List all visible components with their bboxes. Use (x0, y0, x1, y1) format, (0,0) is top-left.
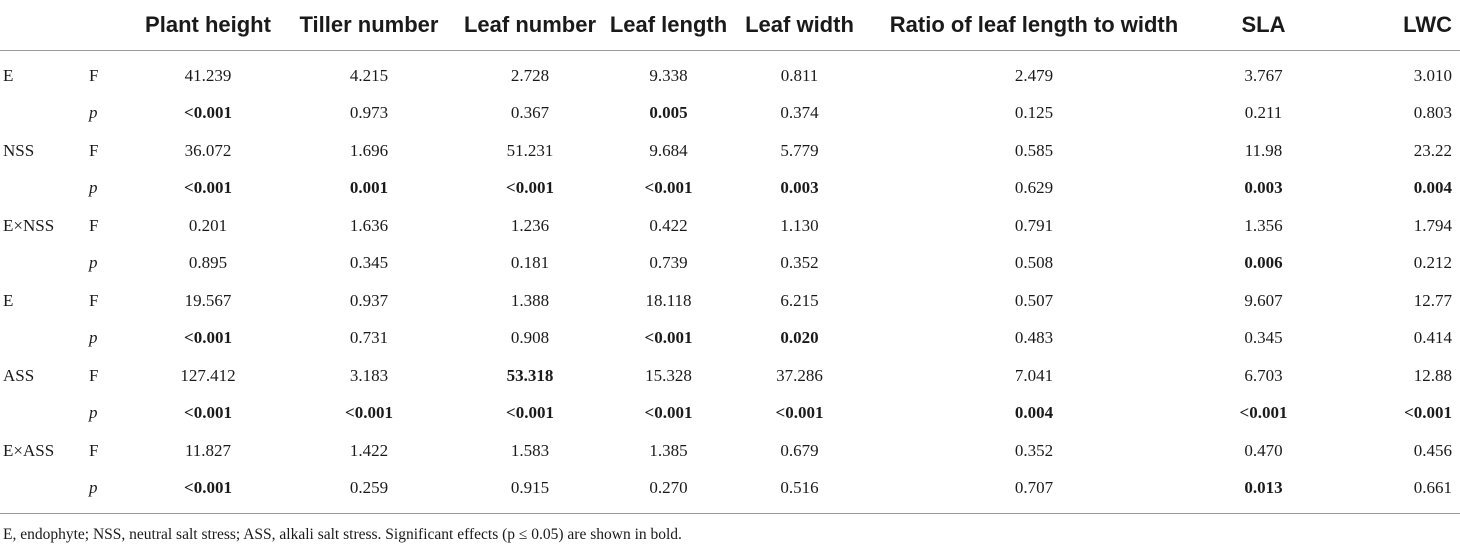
value-cell-sla: 11.98 (1244, 140, 1283, 160)
value-cell-leaf-number: <0.001 (506, 403, 554, 423)
value-cell-leaf-width: 5.779 (780, 140, 819, 160)
stat-cell: p (89, 178, 98, 198)
value-cell-tiller-number: 3.183 (349, 365, 389, 385)
value-cell-sla: 0.013 (1244, 478, 1283, 498)
table-footnote: E, endophyte; NSS, neutral salt stress; ASS, alkali salt stress. Significant effects (p ≤ 0.05) are shown in bold. (3, 526, 682, 543)
effect-cell (0, 95, 83, 133)
value-cell-ratio: 0.004 (1014, 403, 1054, 423)
value-cell-sla: 6.703 (1244, 365, 1283, 385)
value-cell-tiller-number: 0.973 (349, 103, 389, 123)
value-cell-ratio: 0.508 (1014, 253, 1054, 273)
header-lwc: LWC (1403, 12, 1452, 37)
value-cell-lwc: 1.794 (1413, 215, 1452, 235)
value-cell-leaf-width: 37.286 (776, 365, 823, 385)
header-sla: SLA (1241, 12, 1286, 37)
stat-cell: F (89, 65, 99, 85)
table-row (0, 470, 1460, 508)
value-cell-lwc: 3.010 (1413, 65, 1452, 85)
value-cell-leaf-number: 1.583 (510, 440, 550, 460)
value-cell-tiller-number: 0.001 (349, 178, 389, 198)
value-cell-leaf-length: 0.005 (649, 103, 688, 123)
value-cell-lwc: 23.22 (1413, 140, 1452, 160)
value-cell-leaf-length: 1.385 (649, 440, 688, 460)
value-cell-sla: 3.767 (1244, 65, 1283, 85)
header-leaf-length: Leaf length (609, 12, 728, 37)
value-cell-leaf-number: 51.231 (506, 140, 554, 160)
value-cell-leaf-length: 9.684 (649, 140, 688, 160)
effect-cell (0, 245, 83, 283)
value-cell-ratio: 0.585 (1014, 140, 1054, 160)
value-cell-leaf-width: 0.374 (780, 103, 819, 123)
value-cell-tiller-number: 1.696 (349, 140, 389, 160)
header-stat (83, 0, 133, 51)
value-cell-tiller-number: 0.259 (349, 478, 389, 498)
value-cell-leaf-length: <0.001 (644, 178, 693, 198)
value-cell-sla: 0.470 (1244, 440, 1283, 460)
stat-cell: F (89, 290, 99, 310)
value-cell-lwc: 0.414 (1413, 328, 1452, 348)
value-cell-leaf-length: 9.338 (649, 65, 688, 85)
value-cell-leaf-number: 53.318 (506, 365, 554, 385)
value-cell-leaf-width: 0.020 (780, 328, 819, 348)
value-cell-ratio: 7.041 (1014, 365, 1054, 385)
value-cell-lwc: 12.77 (1413, 290, 1452, 310)
value-cell-leaf-width: 1.130 (780, 215, 819, 235)
value-cell-ratio: 0.507 (1014, 290, 1054, 310)
effect-cell (0, 170, 83, 208)
value-cell-plant-height: 36.072 (184, 140, 232, 160)
value-cell-leaf-number: 0.367 (510, 103, 550, 123)
value-cell-lwc: 0.456 (1413, 440, 1452, 460)
value-cell-sla: 9.607 (1244, 290, 1283, 310)
value-cell-ratio: 0.791 (1014, 215, 1054, 235)
table-row (0, 170, 1460, 208)
value-cell-ratio: 2.479 (1014, 65, 1054, 85)
table-row (0, 245, 1460, 283)
value-cell-sla: 0.003 (1244, 178, 1283, 198)
value-cell-tiller-number: 0.731 (349, 328, 389, 348)
table-row (0, 51, 1460, 95)
value-cell-leaf-width: 6.215 (780, 290, 819, 310)
value-cell-leaf-number: 1.236 (510, 215, 550, 235)
value-cell-ratio: 0.352 (1014, 440, 1054, 460)
header-tiller-number: Tiller number (299, 12, 439, 37)
value-cell-leaf-width: 0.352 (780, 253, 819, 273)
value-cell-leaf-length: <0.001 (644, 328, 693, 348)
value-cell-ratio: 0.125 (1014, 103, 1054, 123)
effect-cell: NSS (3, 140, 35, 160)
stat-cell: p (89, 253, 98, 273)
value-cell-ratio: 0.629 (1014, 178, 1054, 198)
table-row (0, 320, 1460, 358)
value-cell-ratio: 0.707 (1014, 478, 1054, 498)
table-row (0, 95, 1460, 133)
value-cell-lwc: 0.004 (1413, 178, 1452, 198)
value-cell-lwc: 0.212 (1413, 253, 1452, 273)
value-cell-leaf-number: 0.181 (510, 253, 550, 273)
table-row (0, 432, 1460, 470)
value-cell-leaf-number: 0.908 (510, 328, 550, 348)
table-row (0, 357, 1460, 395)
header-ratio-length-width: Ratio of leaf length to width (889, 12, 1179, 37)
table-bottom-rule (0, 513, 1460, 514)
value-cell-leaf-length: <0.001 (644, 403, 693, 423)
value-cell-leaf-width: <0.001 (775, 403, 824, 423)
value-cell-sla: 0.211 (1244, 103, 1283, 123)
header-plant-height: Plant height (145, 12, 271, 37)
value-cell-tiller-number: <0.001 (345, 403, 393, 423)
table-body (0, 51, 1460, 508)
value-cell-sla: 0.006 (1244, 253, 1283, 273)
header-effect (0, 0, 83, 51)
value-cell-tiller-number: 4.215 (349, 65, 389, 85)
value-cell-sla: <0.001 (1239, 403, 1288, 423)
effect-cell: ASS (3, 365, 35, 385)
value-cell-leaf-length: 15.328 (645, 365, 692, 385)
table-row (0, 132, 1460, 170)
value-cell-sla: 0.345 (1244, 328, 1283, 348)
value-cell-tiller-number: 0.345 (349, 253, 389, 273)
stat-cell: p (89, 478, 98, 498)
table-row (0, 282, 1460, 320)
value-cell-leaf-width: 0.516 (780, 478, 819, 498)
value-cell-plant-height: <0.001 (184, 403, 232, 423)
value-cell-plant-height: 127.412 (180, 365, 236, 385)
effect-cell (0, 320, 83, 358)
value-cell-lwc: 0.661 (1413, 478, 1452, 498)
header-row (0, 0, 1460, 51)
value-cell-leaf-number: <0.001 (506, 178, 554, 198)
value-cell-plant-height: 11.827 (184, 440, 232, 460)
value-cell-plant-height: <0.001 (184, 103, 232, 123)
stat-cell: p (89, 103, 98, 123)
header-leaf-number: Leaf number (463, 12, 597, 37)
value-cell-lwc: 0.803 (1413, 103, 1452, 123)
value-cell-lwc: <0.001 (1404, 403, 1452, 423)
table-row (0, 207, 1460, 245)
stat-cell: p (89, 403, 98, 423)
stat-cell: p (89, 328, 98, 348)
value-cell-plant-height: <0.001 (184, 478, 232, 498)
value-cell-tiller-number: 0.937 (349, 290, 389, 310)
stat-cell: F (89, 215, 99, 235)
value-cell-leaf-length: 18.118 (645, 290, 692, 310)
effect-cell: E×ASS (3, 440, 55, 460)
stat-cell: F (89, 365, 99, 385)
value-cell-leaf-length: 0.422 (649, 215, 688, 235)
value-cell-leaf-width: 0.003 (780, 178, 819, 198)
effect-cell (0, 395, 83, 433)
value-cell-ratio: 0.483 (1014, 328, 1054, 348)
value-cell-plant-height: <0.001 (184, 328, 232, 348)
value-cell-leaf-width: 0.679 (780, 440, 819, 460)
effect-cell (0, 470, 83, 508)
value-cell-plant-height: 0.201 (188, 215, 228, 235)
stat-cell: F (89, 140, 99, 160)
value-cell-leaf-width: 0.811 (780, 65, 819, 85)
value-cell-lwc: 12.88 (1413, 365, 1452, 385)
value-cell-plant-height: 19.567 (184, 290, 232, 310)
value-cell-leaf-length: 0.739 (649, 253, 688, 273)
effect-cell: E×NSS (3, 215, 55, 235)
value-cell-leaf-number: 0.915 (510, 478, 550, 498)
value-cell-plant-height: 41.239 (184, 65, 232, 85)
value-cell-sla: 1.356 (1244, 215, 1283, 235)
value-cell-tiller-number: 1.636 (349, 215, 389, 235)
value-cell-leaf-length: 0.270 (649, 478, 688, 498)
header-leaf-width: Leaf width (745, 12, 854, 37)
value-cell-plant-height: <0.001 (184, 178, 232, 198)
value-cell-leaf-number: 1.388 (510, 290, 550, 310)
value-cell-leaf-number: 2.728 (510, 65, 550, 85)
effect-cell: E (3, 65, 14, 85)
effect-cell: E (3, 290, 14, 310)
value-cell-plant-height: 0.895 (188, 253, 228, 273)
value-cell-tiller-number: 1.422 (349, 440, 389, 460)
stat-cell: F (89, 440, 99, 460)
table-row (0, 395, 1460, 433)
